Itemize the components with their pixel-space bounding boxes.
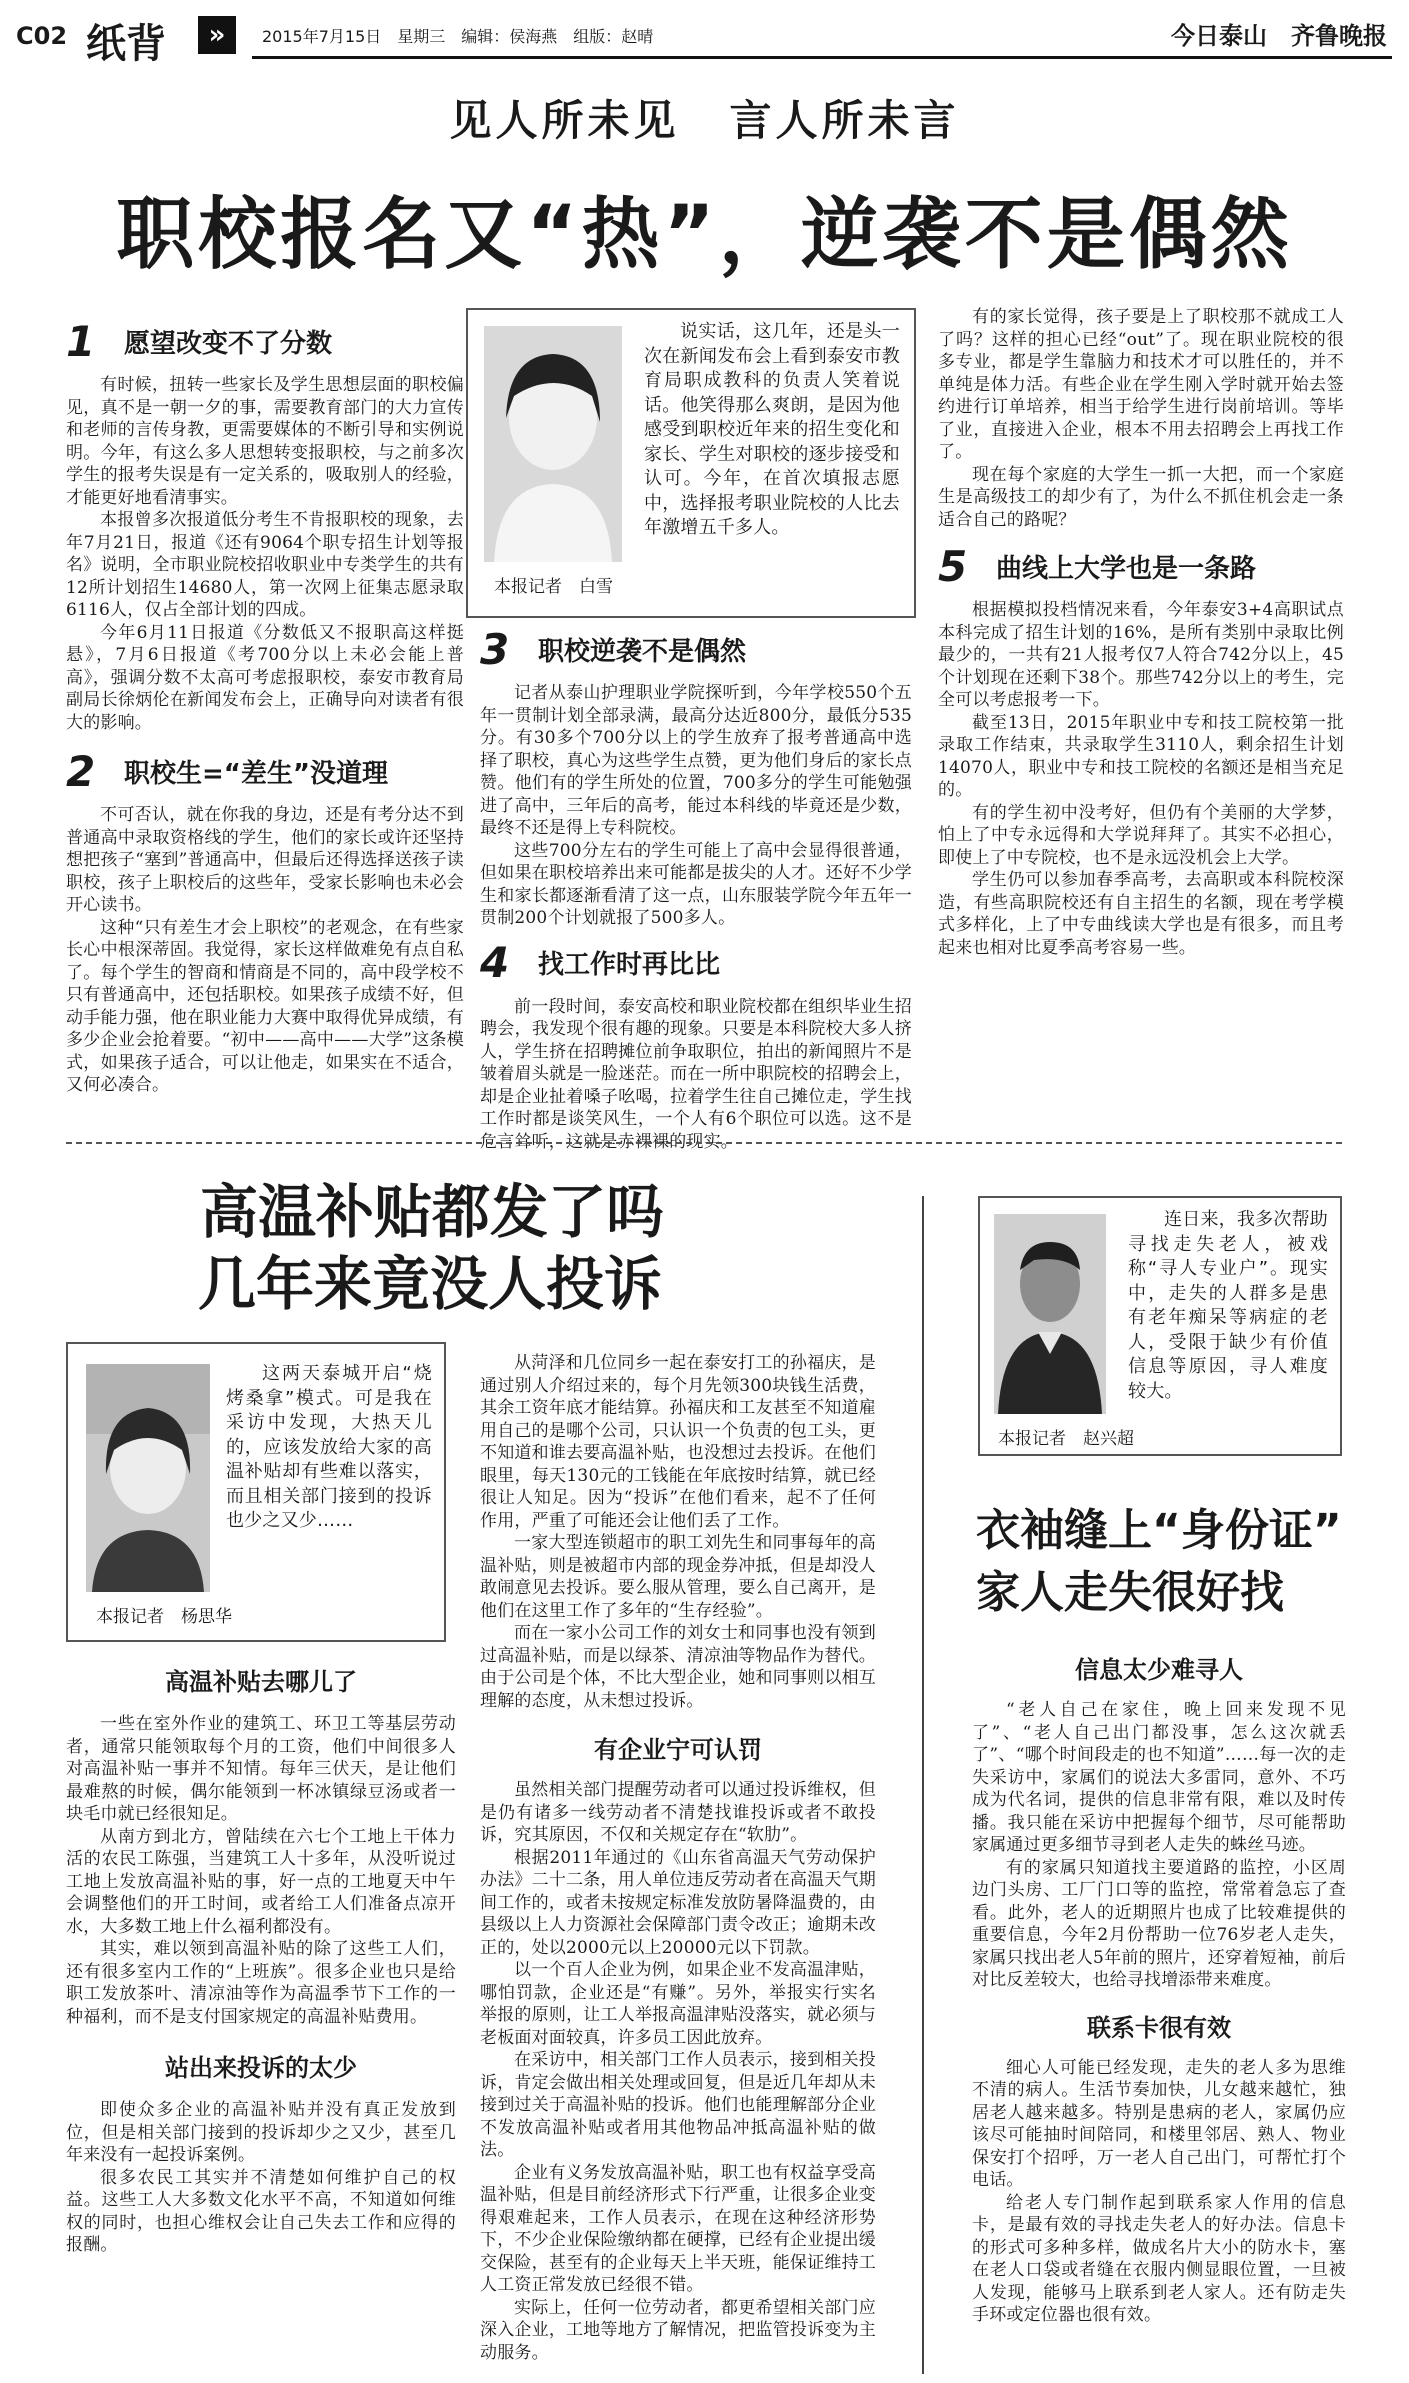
photo-caption: 本报记者 赵兴超 bbox=[998, 1429, 1134, 1449]
portrait-icon bbox=[86, 1364, 210, 1592]
article1-section2-text bbox=[66, 804, 464, 1097]
paragraph: 细心人可能已经发现，走失的老人多为思维不清的病人。生活节奏加快，儿女越来越忙，独居老人越来越多。特别是患病的老人，家属仍应该尽可能抽时间陪同，和楼里邻居、熟人、物业保安打个招呼，万一老人自己出门，可帮忙打个电话。 bbox=[972, 2057, 1346, 2190]
headline-line: 家人走失很好找 bbox=[976, 1567, 1284, 1618]
newspaper-brand: 今日泰山 齐鲁晚报 bbox=[1171, 21, 1387, 50]
paragraph: 虽然相关部门提醒劳动者可以通过投诉维权，但是仍有诸多一线劳动者不清楚找谁投诉或者不敢投诉，究其原因，不仅和关规定存在“软肋”。 bbox=[480, 1780, 876, 1845]
paragraph: 而在一家小公司工作的刘女士和同事也没有领到过高温补贴，而是以绿茶、清凉油等物品作为替代。由于公司是个体，不比大型企业，她和同事则以相互理解的态度，从未想过投诉。 bbox=[480, 1623, 876, 1711]
section-heading: 高温补贴去哪儿了 bbox=[165, 1668, 357, 1696]
slogan-left: 见人所未见 bbox=[449, 96, 680, 145]
paragraph: 现在每个家庭的大学生一抓一大把，而一个家庭生是高级技工的却少有了，为什么不抓住机会走一条适合自己的路呢？ bbox=[938, 464, 1344, 530]
article2-sectionC-text bbox=[480, 1779, 876, 2364]
subhead-number: 1 bbox=[66, 316, 96, 366]
subhead-title: 找工作时再比比 bbox=[538, 950, 721, 980]
paragraph: 不可否认，就在你我的身边，还是有考分达不到普通高中录取资格线的学生，他们的家长或许还坚持想把孩子“塞到”普通高中，但最后还得选择送孩子读职校，孩子上职校后的这些年，受家长影响也未必会开心读书。 bbox=[66, 805, 464, 915]
subhead-title: 愿望改变不了分数 bbox=[124, 328, 333, 359]
paragraph: 这些700分左右的学生可能上了高中会显得很普通，但如果在职校培养出来可能都是拔尖的人才。还好不少学生和家长都逐渐看清了这一点，山东服装学院今年五年一贯制200个计划就报了500多人。 bbox=[480, 840, 912, 928]
subhead-2 bbox=[66, 748, 464, 794]
article1-section4-text bbox=[480, 996, 912, 1154]
portrait-icon bbox=[994, 1214, 1106, 1414]
page-slogan bbox=[0, 88, 1409, 148]
subhead-number: 3 bbox=[480, 624, 510, 674]
article2-sectionB-text bbox=[66, 2099, 456, 2257]
headline-line: 衣袖缝上“身份证” bbox=[976, 1505, 1342, 1556]
reporter-intro: 这两天泰城开启“烧烤桑拿”模式。可是我在采访中发现，大热天儿的，应该发放给大家的高温补贴却有些难以落实，而且相关部门接到的投诉也少之又少…… bbox=[226, 1363, 432, 1531]
article1-section1-text bbox=[66, 374, 464, 734]
reporter-intro: 连日来，我多次帮助寻找走失老人，被戏称“寻人专业户”。现实中，走失的人群多是患有老年痴呆等病症的老人，受限于缺少有价值信息等原因，寻人难度较大。 bbox=[1128, 1209, 1328, 1402]
paragraph: 截至13日，2015年职业中专和技工院校第一批录取工作结束，共录取学生3110人，剩余招生计划14070人，职业中专和技工院校的名额还是相当充足的。 bbox=[938, 712, 1344, 800]
paragraph: 有的家长觉得，孩子要是上了职校那不就成工人了吗？这样的担心已经“out”了。现在职业院校的很多专业，都是学生靠脑力和技术才可以胜任的，并不单纯是体力活。有些企业在学生刚入学时就开始去签约进行订单培养，相当于给学生进行岗前培训。等毕了业，直接进入企业，根本不用去招聘会上再找工作了。 bbox=[938, 307, 1344, 462]
article3-sectionA-text bbox=[972, 1699, 1346, 1992]
subhead-3 bbox=[480, 626, 912, 672]
slogan-right: 言人所未言 bbox=[729, 96, 960, 145]
paragraph: “老人自己在家住，晚上回来发现不见了”、“老人自己出门都没事，怎么这次就丢了”、“哪个时间段走的也不知道”……每一次的走失采访中，家属们的说法大多雷同，意外、不巧成为代名词，提供的信息非常有限，难以及时传播。我只能在采访中把握每个细节，尽可能帮助家属通过更多细节寻到老人走失的蛛丝马迹。 bbox=[972, 1700, 1346, 1855]
subhead-5 bbox=[938, 543, 1344, 589]
subhead-title: 职校生=“差生”没道理 bbox=[124, 758, 388, 789]
article3-headline bbox=[976, 1500, 1346, 1624]
reporter-photo bbox=[484, 326, 622, 562]
article1-col1 bbox=[66, 318, 464, 1097]
article2-sectionB-cont bbox=[480, 1352, 876, 1712]
paragraph: 有的学生初中没考好，但仍有个美丽的大学梦，怕上了中专永远得和大学说拜拜了。其实不必担心，即使上了中专院校，也不是永远没机会上大学。 bbox=[938, 802, 1344, 868]
main-headline: 职校报名又“热”，逆袭不是偶然 bbox=[116, 190, 1293, 280]
photo-caption: 本报记者 杨思华 bbox=[96, 1607, 232, 1627]
header-rule bbox=[252, 56, 1392, 59]
paragraph: 今年6月11日报道《分数低又不报职高这样挺悬》，7月6日报道《考700分以上未必会能上普高》，强调分数不太高可考虑报职校，泰安市教育局副局长徐炳伦在新闻发布会上，正确导向对读者有很大的影响。 bbox=[66, 622, 464, 733]
paragraph: 前一段时间，泰安高校和职业院校都在组织毕业生招聘会，我发现个很有趣的现象。只要是本科院校大多人挤人，学生挤在招聘摊位前争取职位，拍出的新闻照片不是皱着眉头就是一脸迷茫。而在一所中职院校的招聘会上，却是企业扯着嗓子吆喝，拉着学生往自己摊位走，学生找工作时都是谈笑风生，一个人有6个职位可以选。这不是危言耸听，这就是赤裸裸的现实。 bbox=[480, 996, 912, 1152]
article2-sectionA-text bbox=[66, 1713, 456, 2028]
reporter-photo bbox=[994, 1214, 1106, 1414]
section-heading: 联系卡很有效 bbox=[1087, 2013, 1231, 2042]
section-arrow-icon: » bbox=[198, 16, 236, 54]
paragraph: 从菏泽和几位同乡一起在泰安打工的孙福庆，是通过别人介绍过来的，每个月先领300块钱生活费，其余工资年底才能结算。孙福庆和工友甚至不知道雇用自己的是哪个公司，只认识一个负责的包工头，更不知道和谁去要高温补贴，也没想过去投诉。在他们眼里，每天130元的工钱能在年底按时结算，就已经很让人知足。因为“投诉”在他们看来，起不了任何作用，严重了可能还会让他们丢了工作。 bbox=[480, 1353, 876, 1531]
section-heading: 站出来投诉的太少 bbox=[165, 2054, 357, 2082]
subhead-1 bbox=[66, 318, 464, 364]
headline-line: 几年来竟没人投诉 bbox=[198, 1250, 663, 1318]
article3-text bbox=[972, 1650, 1346, 2327]
subhead-title: 职校逆袭不是偶然 bbox=[538, 636, 747, 667]
paragraph: 这种“只有差生才会上职校”的老观念，在有些家长心中根深蒂固。我觉得，家长这样做难免有点自私了。每个学生的智商和情商是不同的，高中段学校不只有普通高中，还包括职校。如果孩子成绩不好，但动手能力强，他在职业能力大赛中取得优异成绩，有多少企业会抢着要。“初中——高中——大学”这条模式，如果孩子适合，可以让他走，如果实在不适合，又何必凑合。 bbox=[66, 917, 464, 1095]
paragraph: 实际上，任何一位劳动者，都更希望相关部门应深入企业，工地等地方了解情况，把监管投诉变为主动服务。 bbox=[480, 2297, 876, 2363]
paragraph: 以一个百人企业为例，如果企业不发高温津贴，哪怕罚款，企业还是“有赚”。另外，举报实行实名举报的原则，让工人举报高温津贴没落实，就必须与老板面对面较真，许多员工因此放弃。 bbox=[480, 1960, 876, 2048]
paragraph: 一些在室外作业的建筑工、环卫工等基层劳动者，通常只能领取每个月的工资，他们中间很多人对高温补贴一事并不知情。每年三伏天，是让他们最难熬的时候，偶尔能领到一杯冰镇绿豆汤或者一块毛巾就已经很知足。 bbox=[66, 1714, 456, 1824]
paragraph: 有的家属只知道找主要道路的监控，小区周边门头房、工厂门口等的监控，常常着急忘了查看。此外，老人的近期照片也成了比较难提供的重要信息，今年2月份帮助一位76岁老人走失，家属只找出老人5年前的照片，还穿着短袖，前后对比反差较大，也给寻找增添带来难度。 bbox=[972, 1857, 1346, 1990]
article2-headline bbox=[200, 1176, 760, 1320]
paragraph: 记者从泰山护理职业学院探听到，今年学校550个五年一贯制计划全部录满，最高分达近800分，最低分535分。有30多个700分以上的学生放弃了报考普通高中选择了职校，真心为这些学生点赞，更为他们身后的家长点赞。他们有的学生所处的位置，700多分的学生可能勉强进了高中，三年后的高考，能过本科线的毕竟还是少数，最终不还是得上专科院校。 bbox=[480, 683, 912, 838]
subhead-number: 4 bbox=[480, 938, 510, 987]
paragraph: 根据2011年通过的《山东省高温天气劳动保护办法》二十二条，用人单位违反劳动者在高温天气期间工作的，或者未按规定标准发放防暑降温费的，由县级以上人力资源社会保障部门责令改正；逾期未改正的，处以2000元以上20000元以下罚款。 bbox=[480, 1847, 876, 1958]
paragraph: 一家大型连锁超市的职工刘先生和同事每年的高温补贴，则是被超市内部的现金券冲抵，但是却没人敢闹意见去投诉。要么服从管理，要么自己离开，是他们在这里工作了多年的“生存经验”。 bbox=[480, 1533, 876, 1621]
article2-col2 bbox=[480, 1352, 876, 2364]
article-divider bbox=[66, 1142, 1342, 1144]
page-number: C02 bbox=[16, 22, 68, 50]
headline-line: 高温补贴都发了吗 bbox=[200, 1178, 665, 1246]
article1-col2 bbox=[480, 626, 912, 1153]
article1-col3 bbox=[938, 306, 1344, 959]
paragraph: 学生仍可以参加春季高考，去高职或本科院校深造，有些高职院校还有自主招生的名额，现在考学模式多样化，上了中专曲线读大学也是有很多，而且考起来也相对比夏季高考容易一些。 bbox=[938, 870, 1344, 958]
subhead-number: 2 bbox=[66, 746, 96, 796]
reporter-box-baixue bbox=[466, 308, 916, 618]
reporter-box-zhaoxingchao bbox=[978, 1196, 1342, 1456]
article1-section5-text bbox=[938, 599, 1344, 959]
subhead-title: 曲线上大学也是一条路 bbox=[996, 553, 1257, 584]
paragraph: 从南方到北方，曾陆续在六七个工地上干体力活的农民工陈强，当建筑工人十多年，从没听说过工地上发放高温补贴的事，好一点的工地夏天中午会调整他们的开工时间，或者给工人们准备点凉开水，大多数工地上什么福利都没有。 bbox=[66, 1826, 456, 1937]
article1-section4-cont bbox=[938, 306, 1344, 531]
section-heading: 信息太少难寻人 bbox=[1075, 1656, 1243, 1684]
paragraph: 根据模拟投档情况来看，今年泰安3+4高职试点本科完成了招生计划的16%，是所有类别中录取比例最少的，一共有21人报考仅7人符合742分以上，45个计划现在还剩下38个。那些742分以上的考生，完全可以考虑报考一下。 bbox=[938, 600, 1344, 710]
section-heading: 有企业宁可认罚 bbox=[594, 1736, 762, 1764]
paragraph: 本报曾多次报道低分考生不肯报职校的现象，去年7月21日，报道《还有9064个职专招生计划等报名》说明，全市职业院校招收职业中专类学生的共有12所计划招生14680人，第一次网上征集志愿录取6116人，仅占全部计划的四成。 bbox=[66, 510, 464, 620]
paragraph: 很多农民工其实并不清楚如何维护自己的权益。这些工人大多数文化水平不高，不知道如何维权的同时，也担心维权会让自己失去工作和应得的报酬。 bbox=[66, 2167, 456, 2255]
section-name: 纸背 bbox=[86, 21, 166, 67]
subhead-4 bbox=[480, 940, 912, 986]
article2-col1 bbox=[66, 1662, 456, 2257]
portrait-icon bbox=[484, 326, 622, 562]
photo-caption: 本报记者 白雪 bbox=[494, 577, 613, 597]
paragraph: 在采访中，相关部门工作人员表示，接到相关投诉，肯定会做出相关处理或回复，但是近几年却从未接到过关于高温补贴的投诉。他们也能理解部分企业不发放高温补贴或者用其他物品冲抵高温补贴的做法。 bbox=[480, 2050, 876, 2160]
paragraph: 即使众多企业的高温补贴并没有真正发放到位，但是相关部门接到的投诉却少之又少，甚至几年来没有一起投诉案例。 bbox=[66, 2100, 456, 2165]
paragraph: 有时候，扭转一些家长及学生思想层面的职校偏见，真不是一朝一夕的事，需要教育部门的大力宣传和老师的言传身教，更需要媒体的不断引导和实例说明。今年，有这么多人思想转变报职校，与之前多次学生的报考失误是有一定关系的，吸取别人的经验，才能更好地看清事实。 bbox=[66, 375, 464, 508]
article3-sectionB-text bbox=[972, 2057, 1346, 2327]
article1-section3-text bbox=[480, 682, 912, 930]
subhead-number: 5 bbox=[938, 541, 968, 591]
paragraph: 其实，难以领到高温补贴的除了这些工人们，还有很多室内工作的“上班族”。很多企业也只是给职工发放茶叶、清凉油等作为高温季节下工作的一种福利，而不是支付国家规定的高温补贴费用。 bbox=[66, 1939, 456, 2027]
paragraph: 企业有义务发放高温补贴，职工也有权益享受高温补贴，但是目前经济形式下行严重，让很多企业变得艰难起来，工作人员表示，在现在这种经济形势下，不少企业保险缴纳都在硬撑，已经有企业提出缓交保险，甚至有的企业每天上半天班，能保证维持工人工资正常发放已经很不错。 bbox=[480, 2162, 876, 2295]
column-divider bbox=[922, 1196, 924, 2374]
reporter-intro: 说实话，这几年，还是头一次在新闻发布会上看到泰安市教育局职成教科的负责人笑着说话。他笑得那么爽朗，是因为他感受到职校近年来的招生变化和家长、学生对职校的逐步接受和认可。今年，在首次填报志愿中，选择报考职业院校的人比去年激增五千多人。 bbox=[644, 321, 900, 538]
reporter-box-yangsihua bbox=[66, 1342, 446, 1642]
reporter-photo bbox=[86, 1364, 210, 1592]
paragraph: 给老人专门制作起到联系家人作用的信息卡，是最有效的寻找走失老人的好办法。信息卡的形式可多种多样，做成名片大小的防水卡，塞在老人口袋或者缝在衣服内侧显眼位置，一旦被人发现，能够马上联系到老人家人。还有防走失手环或定位器也很有效。 bbox=[972, 2192, 1346, 2325]
page-header bbox=[0, 0, 1409, 70]
issue-info: 2015年7月15日 星期三 编辑：侯海燕 组版：赵晴 bbox=[262, 27, 654, 46]
